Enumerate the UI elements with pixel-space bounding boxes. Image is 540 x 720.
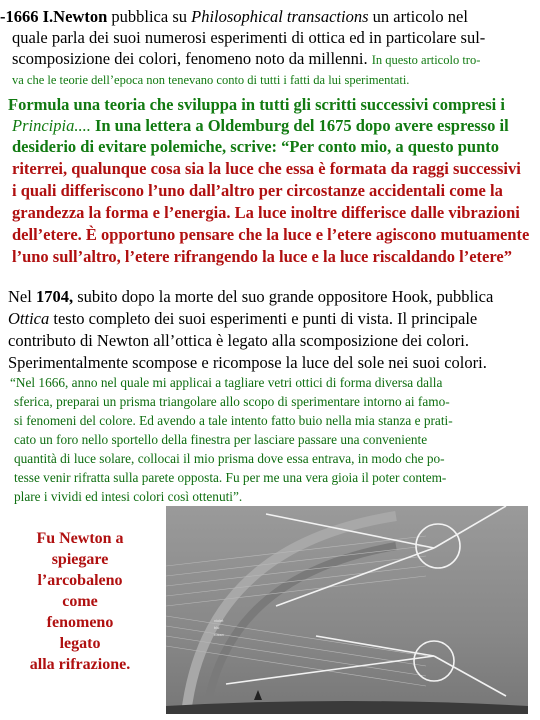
side-note-line: spiegare [51,551,109,568]
para1-line-3: scomposizione dei colori, fenomeno noto da millenni. In questo articolo tro- [12,49,481,68]
para3-line-3: contributo di Newton all’ottica è legato alla scomposizione dei colori. [8,331,469,350]
para3-line-1: Nel 1704, subito dopo la morte del suo grande oppositore Hook, pubblica [8,287,494,306]
para2-red-line-4: dell’etere. È opportuno pensare che la luce e l’etere agiscono mutuamente [12,225,530,244]
side-note-line: fenomeno [46,614,114,631]
ottica-title: Ottica [8,309,50,328]
para1-line-1: -1666 I.Newton pubblica su Philosophical transactions un articolo nel [0,7,468,26]
side-note-line: Fu Newton a [36,530,124,547]
side-note-line: alla rifrazione. [29,656,131,673]
rainbow-side-note [10,528,150,675]
para1-note-line: va che le teorie dell’epoca non tenevano conto di tutti i fatti da lui sperimentati. [12,73,410,87]
para1-line-2: quale parla dei suoi numerosi esperimenti di ottica ed in particolare sul- [12,28,486,47]
rainbow-diagram-svg [166,506,528,714]
para2-red-line-5: l’uno sull’altro, l’etere rifrangendo la luce e la luce riscaldando l’etere” [12,247,512,266]
para3-line-2: Ottica testo completo dei suoi esperimenti e punti di vista. Il principale [8,309,478,328]
legend-label: blu [214,625,220,630]
rainbow-refraction-figure [166,506,528,714]
quote-line-3: si fenomeni del colore. Ed avendo a tale intento fatto buio nella mia stanza e prati- [14,413,453,428]
quote-line-7: plare i vividi ed intesi colori così ottenuti”. [14,489,243,504]
legend-label: rosso [214,632,224,637]
paragraph-newton-1666 [0,0,540,95]
journal-title: Philosophical transactions [191,7,369,26]
para2-green-line-2: Principia.... In una lettera a Oldemburg del 1675 dopo avere espresso il [12,116,509,135]
quote-line-2: sferica, preparai un prisma triangolare allo scopo di sperimentare intorno ai famo- [14,394,450,409]
side-note-line: legato [59,635,101,652]
quote-line-1: “Nel 1666, anno nel quale mi applicai a tagliare vetri ottici di forma diversa dalla [10,375,443,390]
para2-green-line-3: desiderio di evitare polemiche, scrive: “Per conto mio, a questo punto [12,137,499,156]
para2-green-line-1: Formula una teoria che sviluppa in tutti gli scritti successivi compresi i [8,95,505,114]
quote-line-6: tesse venir rifratta sulla parete opposta. Fu per me una vera gioia il poter contem- [14,470,447,485]
paragraph-ottica-1704 [0,287,540,507]
para2-red-line-3: grandezza la forma e l’energia. La luce inoltre differisce dalle vibrazioni [12,203,520,222]
quote-line-5: quantità di luce solare, collocai il mio prisma dove essa entrava, in modo che po- [14,451,445,466]
paragraph-theory-letter [0,92,540,267]
principia-title: Principia.... [12,116,91,135]
side-note-line: l’arcobaleno [37,572,123,589]
para2-red-line-2: i quali differiscono l’uno dall’altro per circostanze accidentali come la [12,181,503,200]
para3-line-4: Sperimentalmente scompose e ricompose la luce del sole nei suoi colori. [8,353,487,372]
para2-red-line-1: riterrei, qualunque cosa sia la luce che essa è formata da raggi successivi [12,159,521,178]
side-note-line: come [62,593,98,610]
legend-label: violet [214,618,224,623]
quote-line-4: cato un foro nello sportello della finestra per lasciare passare una conveniente [14,432,428,447]
